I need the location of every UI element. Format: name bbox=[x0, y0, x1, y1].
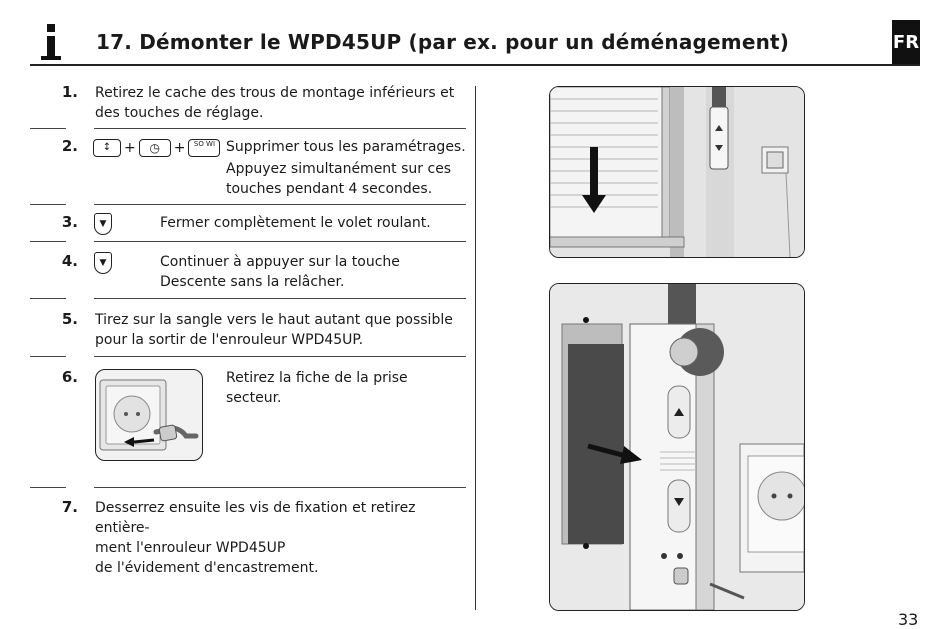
step-subtext: Appuyez simultanément sur ces touches pendant 4 secondes. bbox=[226, 161, 452, 197]
column-divider bbox=[475, 86, 476, 610]
step-divider bbox=[94, 204, 466, 205]
step-divider bbox=[94, 241, 466, 242]
device-removal-illustration bbox=[549, 283, 805, 611]
step-divider bbox=[94, 298, 466, 299]
title-rule bbox=[30, 64, 920, 66]
step-number: 1. bbox=[61, 83, 78, 101]
step-text: Fermer complètement le volet roulant. bbox=[160, 215, 431, 231]
step-number: 5. bbox=[61, 310, 78, 328]
page-number: 33 bbox=[898, 610, 919, 629]
info-icon bbox=[38, 22, 64, 62]
step-divider bbox=[94, 487, 466, 488]
down-key-icon: ▼ bbox=[94, 213, 112, 235]
step-text: Retirez le cache des trous de montage inférieurs et des touches de réglage. bbox=[95, 85, 455, 121]
step-divider bbox=[30, 356, 66, 357]
summer-winter-key-icon: SO WI bbox=[188, 139, 220, 157]
step-number: 6. bbox=[61, 368, 78, 386]
key-combination: ↕ + ◷ + SO WI bbox=[93, 137, 220, 157]
socket-plug-illustration bbox=[95, 369, 203, 461]
step-divider bbox=[30, 128, 66, 129]
step-text: Continuer à appuyer sur la touche Descente sans la relâcher. bbox=[160, 254, 400, 290]
language-badge: FR bbox=[892, 20, 920, 64]
step-divider bbox=[94, 128, 466, 129]
step-text: Retirez la fiche de la prise secteur. bbox=[226, 370, 408, 406]
step-text: Tirez sur la sangle vers le haut autant que possible pour la sortir de l'enrouleur WPD45UP. bbox=[95, 312, 453, 348]
step-divider bbox=[30, 204, 66, 205]
step-text: Desserrez ensuite les vis de fixation et retirez entière- ment l'enrouleur WPD45UP de l'évidement d'encastrement. bbox=[95, 500, 416, 576]
step-divider bbox=[30, 298, 66, 299]
step-number: 3. bbox=[61, 213, 78, 231]
step-divider bbox=[30, 487, 66, 488]
shutter-closing-illustration bbox=[549, 86, 805, 258]
step-divider bbox=[30, 241, 66, 242]
step-text: Supprimer tous les paramétrages. bbox=[226, 139, 466, 155]
up-down-key-icon: ↕ bbox=[93, 139, 121, 157]
down-key-icon: ▼ bbox=[94, 252, 112, 274]
step-number: 7. bbox=[61, 498, 78, 516]
clock-key-icon: ◷ bbox=[139, 139, 171, 157]
page-title: 17. Démonter le WPD45UP (par ex. pour un déménagement) bbox=[96, 30, 790, 54]
step-number: 2. bbox=[61, 137, 78, 155]
step-divider bbox=[94, 356, 466, 357]
step-number: 4. bbox=[61, 252, 78, 270]
